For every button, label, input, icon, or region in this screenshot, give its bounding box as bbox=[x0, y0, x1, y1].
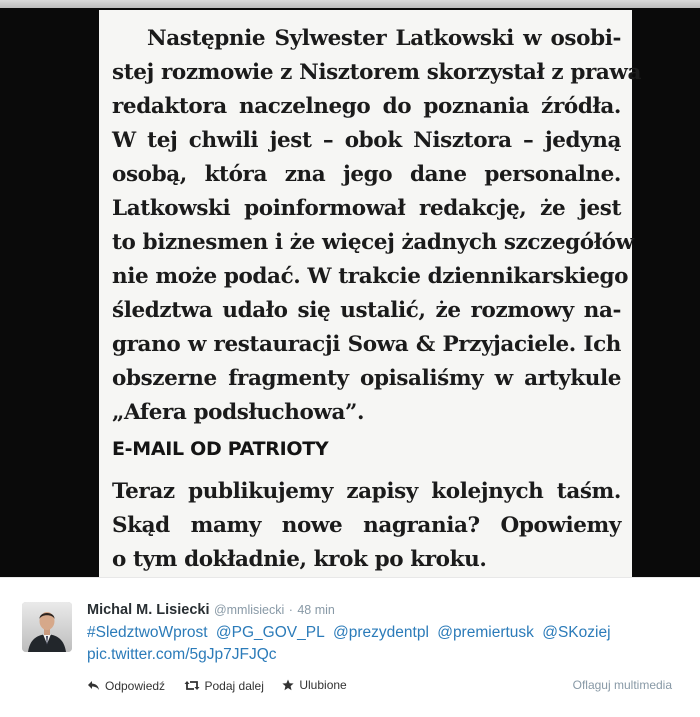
article-line: grano w restauracji Sowa & Przyjaciele. Ich bbox=[112, 332, 621, 357]
reply-label: Odpowiedź bbox=[105, 678, 166, 693]
article-line: Następnie Sylwester Latkowski w osobi- bbox=[147, 26, 621, 51]
author-username[interactable]: @mmlisiecki bbox=[213, 603, 285, 617]
article-line: „Afera podsłuchowa”. bbox=[112, 400, 365, 425]
mention-link[interactable]: @PG_GOV_PL bbox=[215, 624, 325, 641]
article-line: Teraz publikujemy zapisy kolejnych taśm. bbox=[112, 479, 621, 504]
star-icon bbox=[282, 679, 294, 691]
user-photo-icon bbox=[22, 602, 72, 652]
retweet-icon bbox=[184, 680, 200, 691]
favorite-button[interactable] bbox=[282, 678, 346, 692]
article-line: osobą, która zna jego dane personalne. bbox=[112, 162, 621, 187]
section-heading: E-MAIL OD PATRIOTY bbox=[112, 438, 329, 460]
mention-link[interactable]: @premiertusk bbox=[437, 624, 534, 641]
article-line: Skąd mamy nowe nagrania? Opowiemy bbox=[112, 513, 621, 538]
article-line: nie może podać. W trakcie dziennikarskiego bbox=[112, 264, 629, 289]
article-line: redaktora naczelnego do poznania źródła. bbox=[112, 94, 621, 119]
article-line: to biznesmen i że więcej żadnych szczegółów bbox=[112, 230, 634, 255]
article-line: W tej chwili jest – obok Nisztora – jedyną bbox=[112, 128, 621, 153]
tweet-text bbox=[87, 622, 687, 666]
favorite-label: Ulubione bbox=[299, 678, 347, 692]
reply-icon bbox=[87, 680, 100, 691]
article-line: obszerne fragmenty opisaliśmy w artykule bbox=[112, 366, 621, 391]
tweet-author-line bbox=[87, 601, 335, 621]
newspaper-page bbox=[99, 10, 642, 577]
mention-link[interactable]: @SKoziej bbox=[542, 624, 611, 641]
time-separator: · bbox=[288, 603, 293, 617]
tweet-timestamp[interactable]: 48 min bbox=[297, 603, 335, 617]
avatar[interactable] bbox=[22, 602, 72, 652]
tweet bbox=[0, 577, 700, 717]
flag-media-link[interactable]: Oflaguj multimedia bbox=[572, 678, 672, 692]
author-fullname[interactable]: Michal M. Lisiecki bbox=[87, 602, 210, 618]
reply-button[interactable] bbox=[87, 679, 165, 693]
hashtag-link[interactable]: #SledztwoWprost bbox=[87, 624, 208, 641]
article-line: śledztwa udało się ustalić, że rozmowy na- bbox=[112, 298, 621, 323]
article-line: Latkowski poinformował redakcję, że jest bbox=[112, 196, 621, 221]
retweet-button[interactable] bbox=[184, 679, 264, 693]
tweet-actions bbox=[87, 678, 361, 698]
article-line: stej rozmowie z Nisztorem skorzystał z prawa bbox=[112, 60, 642, 85]
photo-top-strip bbox=[0, 0, 700, 8]
article-line: o tym dokładnie, krok po kroku. bbox=[112, 547, 487, 572]
media-link[interactable]: pic.twitter.com/5gJp7JFJQc bbox=[87, 646, 277, 663]
mention-link[interactable]: @prezydentpl bbox=[333, 624, 429, 641]
retweet-label: Podaj dalej bbox=[204, 678, 264, 693]
